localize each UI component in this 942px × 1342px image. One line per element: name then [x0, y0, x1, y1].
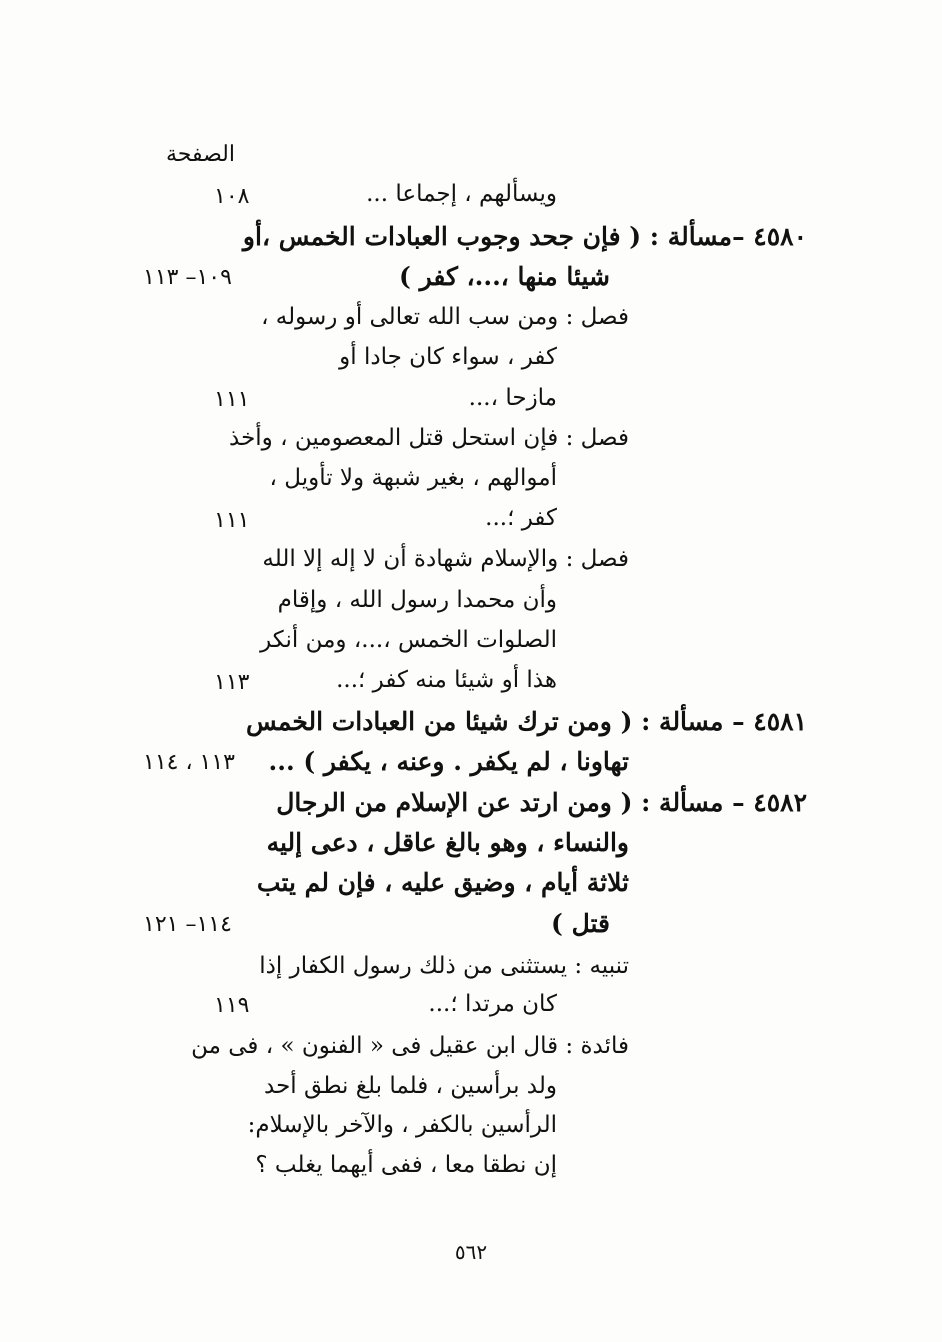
- page-reference: ١٠٨: [214, 184, 250, 209]
- masala-heading-line: ٤٥٨٠ –مسألة : ( فإن جحد وجوب العبادات الخمس ،أو: [242, 222, 807, 251]
- masala-heading-line: قتل ): [551, 909, 610, 938]
- entry-line: ولد برأسين ، فلما بلغ نطق أحد: [264, 1073, 557, 1099]
- entry-line: فصل : ومن سب الله تعالى أو رسوله ،: [261, 304, 629, 330]
- masala-heading-line: ثلاثة أيام ، وضيق عليه ، فإن لم يتب: [256, 868, 629, 897]
- entry-line: الصلوات الخمس ،...، ومن أنكر: [260, 627, 557, 653]
- page-reference: ١٠٩– ١١٣: [143, 265, 232, 290]
- entry-line: هذا أو شيئا منه كفر ؛...: [336, 667, 557, 693]
- page-reference: ١١١: [214, 387, 250, 412]
- page-number: ٥٦٢: [454, 1240, 488, 1264]
- entry-line: ويسألهم ، إجماعا ...: [366, 181, 557, 207]
- entry-line: فصل : والإسلام شهادة أن لا إله إلا الله: [262, 546, 629, 572]
- entry-line: مازحا ،...: [468, 385, 557, 411]
- entry-line: تنبيه : يستثنى من ذلك رسول الكفار إذا: [259, 953, 629, 979]
- masala-heading-line: والنساء ، وهو بالغ عاقل ، دعى إليه: [266, 828, 629, 857]
- page-reference: ١١٣: [214, 670, 250, 695]
- masala-heading-line: ٤٥٨١ – مسألة : ( ومن ترك شيئا من العبادات الخمس: [246, 707, 807, 736]
- entry-line: كان مرتدا ؛...: [428, 991, 557, 1017]
- page-reference: ١١٩: [214, 993, 250, 1018]
- entry-line: وأن محمدا رسول الله ، وإقام: [277, 587, 557, 613]
- entry-line: أموالهم ، بغير شبهة ولا تأويل ،: [269, 465, 557, 491]
- entry-line: فائدة : قال ابن عقيل فى « الفنون » ، فى من: [191, 1033, 629, 1059]
- entry-line: كفر ؛...: [485, 505, 557, 531]
- masala-heading-line: تهاونا ، لم يكفر . وعنه ، يكفر ) ...: [268, 747, 629, 776]
- entry-line: كفر ، سواء كان جادا أو: [339, 344, 557, 370]
- entry-line: الرأسين بالكفر ، والآخر بالإسلام:: [247, 1112, 557, 1138]
- masala-heading-line: ٤٥٨٢ – مسألة : ( ومن ارتد عن الإسلام من الرجال: [276, 788, 807, 817]
- page-reference: ١١٣ ، ١١٤: [143, 750, 235, 775]
- page-column-header: الصفحة: [165, 142, 235, 167]
- page-reference: ١١١: [214, 508, 250, 533]
- entry-line: فصل : فإن استحل قتل المعصومين ، وأخذ: [229, 425, 629, 451]
- page-reference: ١١٤– ١٢١: [143, 912, 232, 937]
- masala-heading-line: شيئا منها ،...، كفر ): [399, 262, 610, 291]
- entry-line: إن نطقا معا ، ففى أيهما يغلب ؟: [255, 1152, 557, 1178]
